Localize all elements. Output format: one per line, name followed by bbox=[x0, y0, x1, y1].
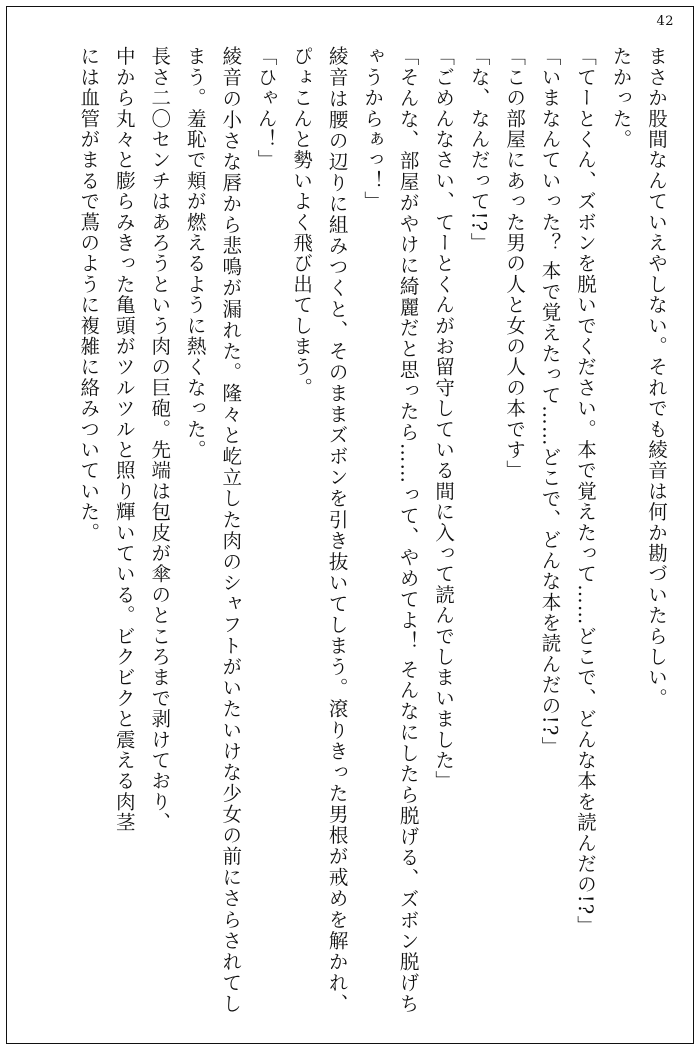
page-number: 42 bbox=[656, 14, 674, 29]
paragraph: 綾音は腰の辺りに組みつくと、そのままズボンを引き抜いてしまう。滾りきった男根が戒めを解かれ、ぴょこんと勢いよく飛び出てしまう。 bbox=[290, 46, 349, 1014]
paragraph: 「この部屋にあった男の人と女の人の本です」 bbox=[503, 46, 527, 481]
vertical-text-body bbox=[26, 46, 674, 1014]
paragraph-with-ruby: 長さ二〇センチはあろうという肉の巨砲。先端は包皮が傘のところまで剥けており、 bbox=[148, 46, 172, 833]
paragraph: 「いまなんていった？ 本で覚えたって……どこで、どんな本を読んだの!?」 bbox=[538, 46, 562, 758]
paragraph: たかった。 bbox=[609, 46, 633, 150]
paragraph: 「ごめんなさい、てーとくんがお留守している間に入って読んでしまいました」 bbox=[432, 46, 456, 792]
paragraph: 中から丸々と膨らみきった亀頭がツルツルと照り輝いている。ビクビクと震える肉茎 bbox=[112, 46, 136, 833]
paragraph: 綾音の小さな唇から悲鳴が漏れた。隆々と屹立した肉のシャフトがいたいけな少女の前にさらされてしまう。羞恥で頬が燃えるように熱くなった。 bbox=[183, 46, 243, 1014]
paragraph: 「てーとくん、ズボンを脱いでください。本で覚えたって……どこで、どんな本を読んだの!?」 bbox=[574, 46, 598, 937]
paragraph: 「な、なんだって!?」 bbox=[467, 46, 491, 253]
paragraph: まさか股間なんていえやしない。それでも綾音は何か勘づいたらしい。 bbox=[645, 46, 668, 709]
paragraph: 「ひゃん！」 bbox=[254, 46, 278, 171]
paragraph: には血管がまるで蔦のように複雑に絡みついていた。 bbox=[77, 46, 101, 543]
paragraph: 「そんな、部屋がやけに綺麗だと思ったら……って、やめてよ！ そんなにしたら脱げる、ズボン脱げちゃうからぁっ！」 bbox=[361, 46, 420, 1014]
